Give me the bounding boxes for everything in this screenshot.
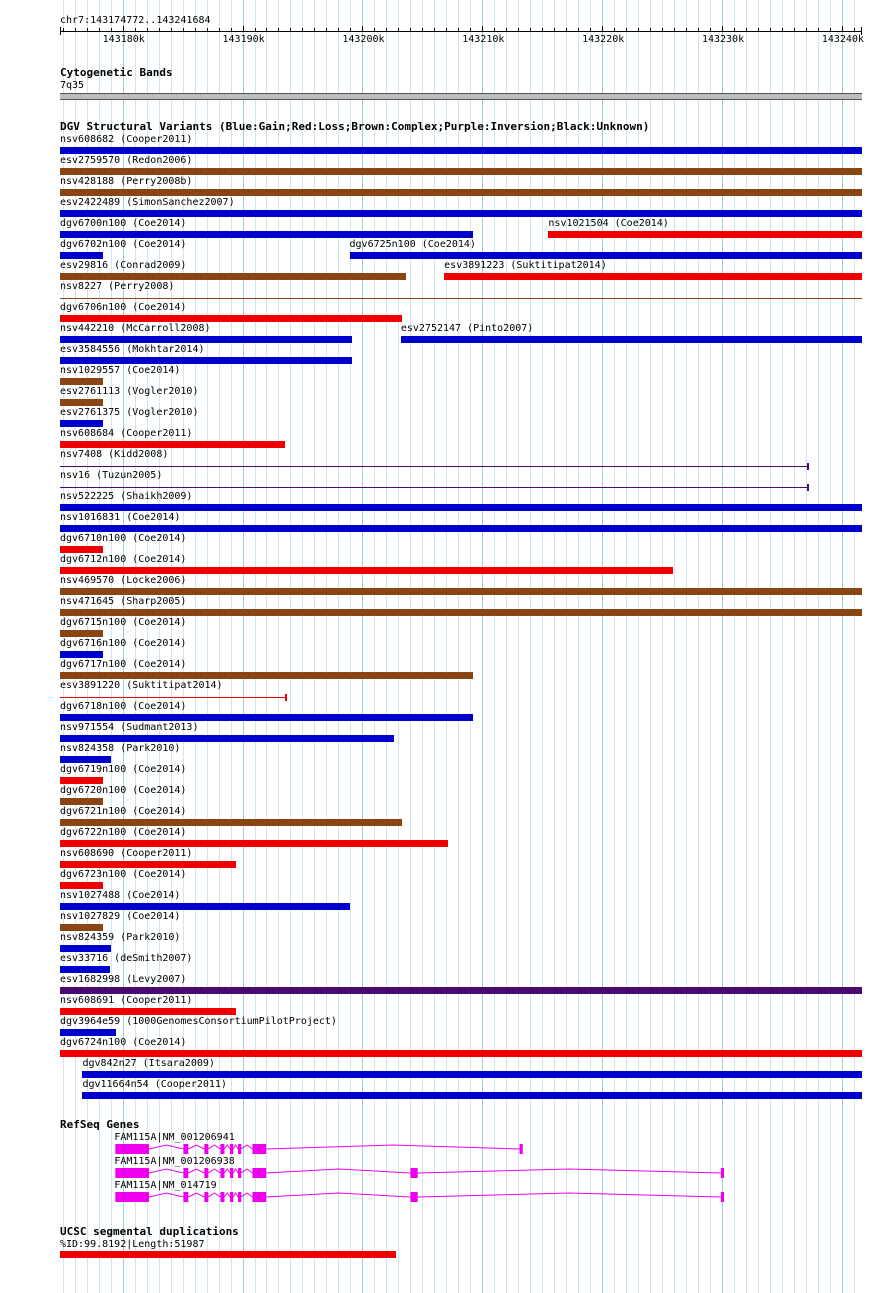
ruler-tick: [302, 28, 303, 32]
variant-bar[interactable]: [401, 336, 862, 343]
cytoband-track-title: Cytogenetic Bands: [60, 66, 173, 79]
ruler-tick: [626, 28, 627, 32]
variant-bar[interactable]: [60, 987, 862, 994]
variant-bar[interactable]: [60, 630, 103, 637]
gene-exon: [115, 1144, 149, 1154]
variant-bar[interactable]: [60, 903, 350, 910]
variant-bar[interactable]: [60, 777, 103, 784]
ruler-tick: [111, 28, 112, 32]
variant-label: nsv8227 (Perry2008): [60, 281, 175, 292]
ruler-tick: [494, 28, 495, 32]
ruler-tick: [782, 28, 783, 32]
variant-bar[interactable]: [60, 1050, 862, 1057]
variant-bar[interactable]: [60, 567, 673, 574]
ruler-tick: [398, 28, 399, 32]
gene-intron: [188, 1193, 204, 1197]
ruler-tick: [350, 28, 351, 32]
gene-intron: [208, 1193, 220, 1197]
variant-bar[interactable]: [60, 147, 862, 154]
gene-exon: [115, 1168, 149, 1178]
variant-line[interactable]: [60, 466, 808, 467]
variant-bar[interactable]: [60, 945, 111, 952]
variant-label: nsv608691 (Cooper2011): [60, 995, 193, 1006]
ruler-tick: [386, 28, 387, 32]
ruler-tick-label: 143240k: [821, 34, 864, 45]
ruler-tick: [590, 28, 591, 32]
variant-bar[interactable]: [60, 399, 103, 406]
variant-label: dgv6725n100 (Coe2014): [349, 239, 476, 250]
variant-label: nsv16 (Tuzun2005): [60, 470, 163, 481]
gene-intron: [224, 1193, 230, 1197]
gene-intron: [208, 1145, 220, 1149]
ruler-tick: [159, 28, 160, 32]
ruler-tick: [518, 28, 519, 32]
variant-label: nsv824359 (Park2010): [60, 932, 181, 943]
ruler-tick: [434, 28, 435, 32]
ruler-tick: [530, 28, 531, 32]
variant-bar[interactable]: [60, 819, 402, 826]
variant-label: dgv6724n100 (Coe2014): [60, 1037, 187, 1048]
variant-label: esv2759570 (Redon2006): [60, 155, 193, 166]
variant-bar[interactable]: [60, 861, 236, 868]
variant-bar[interactable]: [60, 882, 103, 889]
gene-exon: [410, 1192, 417, 1202]
variant-label: esv3891220 (Suktitipat2014): [60, 680, 223, 691]
ruler-tick: [314, 28, 315, 32]
ruler-tick: [686, 28, 687, 32]
ruler-tick: [255, 28, 256, 32]
gene-exon: [184, 1144, 189, 1154]
ruler-tick-label: 143180k: [102, 34, 145, 45]
gene-intron: [241, 1169, 252, 1173]
ruler-tick: [171, 28, 172, 32]
gene-intron: [266, 1169, 410, 1173]
ruler-tick: [243, 26, 244, 32]
gene-exon: [115, 1192, 149, 1202]
variant-label: nsv1027488 (Coe2014): [60, 890, 181, 901]
variant-label: dgv6722n100 (Coe2014): [60, 827, 187, 838]
gene-intron: [241, 1145, 252, 1149]
gene-intron: [233, 1193, 238, 1197]
variant-label: nsv1029557 (Coe2014): [60, 365, 181, 376]
gene-label: FAM115A|NM_001206938: [114, 1156, 235, 1167]
variant-bar[interactable]: [60, 840, 448, 847]
variant-bar[interactable]: [548, 231, 862, 238]
variant-bar[interactable]: [82, 1092, 862, 1099]
variant-label: dgv3964e59 (1000GenomesConsortiumPilotProject): [60, 1016, 337, 1027]
ruler-tick: [830, 28, 831, 32]
ruler-tick: [135, 28, 136, 32]
gene-intron: [233, 1145, 238, 1149]
ruler-tick: [458, 28, 459, 32]
gene-intron: [149, 1193, 183, 1197]
variant-end-tick: [807, 484, 809, 491]
variant-label: dgv6715n100 (Coe2014): [60, 617, 187, 628]
gene-intron: [188, 1169, 204, 1173]
gene-label: FAM115A|NM_014719: [114, 1180, 217, 1191]
ruler-tick: [278, 28, 279, 32]
ruler-tick: [219, 28, 220, 32]
variant-bar[interactable]: [60, 651, 103, 658]
ruler-tick: [554, 28, 555, 32]
variant-label: dgv6702n100 (Coe2014): [60, 239, 187, 250]
variant-label: dgv6712n100 (Coe2014): [60, 554, 187, 565]
ruler-tick: [758, 28, 759, 32]
variant-bar[interactable]: [60, 924, 103, 931]
ruler-tick: [566, 28, 567, 32]
variant-bar[interactable]: [60, 357, 352, 364]
segdup-label: %ID:99.8192|Length:51987: [60, 1239, 205, 1250]
ruler-tick-label: 143220k: [582, 34, 625, 45]
ruler-tick-label: 143190k: [222, 34, 265, 45]
variant-bar[interactable]: [60, 1029, 116, 1036]
ruler-tick: [147, 28, 148, 32]
variant-label: nsv608684 (Cooper2011): [60, 428, 193, 439]
gene-exon: [230, 1144, 233, 1154]
gene-intron: [224, 1169, 230, 1173]
ruler-tick: [75, 28, 76, 32]
variant-label: dgv6717n100 (Coe2014): [60, 659, 187, 670]
ruler-tick: [231, 28, 232, 32]
variant-label: esv3891223 (Suktitipat2014): [444, 260, 607, 271]
ruler-axis: [60, 31, 862, 32]
ruler-start-tick: [60, 27, 61, 35]
variant-label: dgv6721n100 (Coe2014): [60, 806, 187, 817]
cytoband-label: 7q35: [60, 80, 85, 91]
variant-bar[interactable]: [60, 231, 473, 238]
gene-intron: [188, 1145, 204, 1149]
ruler-tick: [326, 28, 327, 32]
gene-exon: [220, 1144, 224, 1154]
gene-exon: [204, 1192, 208, 1202]
gene-intron: [241, 1193, 252, 1197]
gene-exon: [230, 1192, 233, 1202]
variant-label: nsv442210 (McCarroll2008): [60, 323, 211, 334]
gene-label: FAM115A|NM_001206941: [114, 1132, 235, 1143]
ruler-tick: [710, 28, 711, 32]
segdup-track-title: UCSC segmental duplications: [60, 1225, 239, 1238]
variant-label: dgv6710n100 (Coe2014): [60, 533, 187, 544]
ruler-tick: [470, 28, 471, 32]
gene-exon: [238, 1168, 241, 1178]
gene-exon: [230, 1168, 233, 1178]
variant-label: esv3584556 (Mokhtar2014): [60, 344, 205, 355]
variant-bar[interactable]: [60, 273, 406, 280]
variant-label: esv2761113 (Vogler2010): [60, 386, 199, 397]
variant-bar[interactable]: [60, 672, 473, 679]
ruler-tick: [482, 26, 483, 32]
variant-label: dgv6720n100 (Coe2014): [60, 785, 187, 796]
variant-bar[interactable]: [60, 546, 103, 553]
gene-intron: [233, 1169, 238, 1173]
variant-bar[interactable]: [444, 273, 862, 280]
ruler-tick: [207, 28, 208, 32]
gene-intron: [224, 1145, 230, 1149]
variant-label: dgv6706n100 (Coe2014): [60, 302, 187, 313]
variant-bar[interactable]: [60, 588, 862, 595]
variant-end-tick: [807, 463, 809, 470]
variant-bar[interactable]: [60, 210, 862, 217]
refseq-track-title: RefSeq Genes: [60, 1118, 140, 1131]
gene-exon: [252, 1144, 266, 1154]
ruler-tick: [195, 28, 196, 32]
variant-label: dgv6723n100 (Coe2014): [60, 869, 187, 880]
variant-bar[interactable]: [60, 189, 862, 196]
gene-exon: [721, 1168, 724, 1178]
ruler-tick: [290, 28, 291, 32]
gene-exon: [184, 1168, 189, 1178]
variant-label: dgv6700n100 (Coe2014): [60, 218, 187, 229]
ruler-tick: [746, 28, 747, 32]
ruler-tick: [806, 28, 807, 32]
ruler-tick: [650, 28, 651, 32]
ruler-tick: [662, 28, 663, 32]
variant-label: dgv6718n100 (Coe2014): [60, 701, 187, 712]
ruler-tick: [818, 28, 819, 32]
gene-intron: [149, 1169, 183, 1173]
gene-intron: [208, 1169, 220, 1173]
variant-label: nsv7408 (Kidd2008): [60, 449, 169, 460]
cytoband-bar[interactable]: [60, 93, 862, 100]
variant-label: nsv824358 (Park2010): [60, 743, 181, 754]
variant-bar[interactable]: [60, 714, 473, 721]
variant-label: dgv6719n100 (Coe2014): [60, 764, 187, 775]
variant-label: nsv1016831 (Coe2014): [60, 512, 181, 523]
variant-label: nsv971554 (Sudmant2013): [60, 722, 199, 733]
variant-label: esv2422489 (SimonSanchez2007): [60, 197, 235, 208]
gene-intron: [418, 1169, 721, 1173]
ruler-tick-label: 143200k: [342, 34, 385, 45]
segdup-bar[interactable]: [60, 1251, 396, 1258]
ruler-tick: [734, 28, 735, 32]
ruler-tick: [794, 28, 795, 32]
variant-label: esv33716 (deSmith2007): [60, 953, 193, 964]
gene-exon: [252, 1192, 266, 1202]
gene-exon: [252, 1168, 266, 1178]
ruler-tick: [99, 28, 100, 32]
gene-model[interactable]: [0, 1187, 890, 1207]
ruler-tick: [338, 28, 339, 32]
variant-label: nsv608682 (Cooper2011): [60, 134, 193, 145]
variant-bar[interactable]: [60, 315, 402, 322]
ruler-tick: [422, 28, 423, 32]
ruler-tick: [602, 26, 603, 32]
variant-label: dgv11664n54 (Cooper2011): [82, 1079, 227, 1090]
variant-bar[interactable]: [60, 168, 862, 175]
ruler-tick: [446, 28, 447, 32]
variant-bar[interactable]: [60, 441, 285, 448]
ruler-tick-label: 143230k: [701, 34, 745, 45]
ruler-tick: [266, 28, 267, 32]
ruler-tick-label: 143210k: [462, 34, 505, 45]
ruler-tick: [674, 28, 675, 32]
ruler-tick: [183, 28, 184, 32]
gene-exon: [721, 1192, 724, 1202]
variant-line[interactable]: [60, 298, 862, 299]
gene-intron: [266, 1193, 410, 1197]
ruler-tick: [770, 28, 771, 32]
ruler-tick: [63, 28, 64, 32]
ruler-tick: [506, 28, 507, 32]
ruler-tick: [698, 28, 699, 32]
variant-label: esv29816 (Conrad2009): [60, 260, 187, 271]
variant-label: esv2752147 (Pinto2007): [400, 323, 534, 334]
gene-exon: [520, 1144, 523, 1154]
variant-bar[interactable]: [60, 525, 862, 532]
ruler-tick: [614, 28, 615, 32]
variant-label: dgv6716n100 (Coe2014): [60, 638, 187, 649]
variant-label: nsv608690 (Cooper2011): [60, 848, 193, 859]
ruler-tick: [542, 28, 543, 32]
variant-bar[interactable]: [60, 756, 111, 763]
variant-label: dgv842n27 (Itsara2009): [82, 1058, 215, 1069]
variant-line[interactable]: [60, 697, 286, 698]
ruler-tick: [638, 28, 639, 32]
gene-exon: [220, 1192, 224, 1202]
variant-label: nsv522225 (Shaikh2009): [60, 491, 193, 502]
variant-label: nsv469570 (Locke2006): [60, 575, 187, 586]
variant-label: nsv471645 (Sharp2005): [60, 596, 187, 607]
variant-line[interactable]: [60, 487, 808, 488]
variant-bar[interactable]: [60, 1008, 236, 1015]
ruler-tick: [374, 28, 375, 32]
variant-bar[interactable]: [60, 798, 103, 805]
ruler-tick: [87, 28, 88, 32]
variant-label: esv1682998 (Levy2007): [60, 974, 187, 985]
gene-exon: [220, 1168, 224, 1178]
variant-bar[interactable]: [60, 504, 862, 511]
gene-intron: [418, 1193, 721, 1197]
ruler-tick: [854, 28, 855, 32]
variant-label: nsv1021504 (Coe2014): [548, 218, 669, 229]
variant-label: nsv428188 (Perry2008b): [60, 176, 193, 187]
variant-bar[interactable]: [350, 252, 862, 259]
gene-exon: [238, 1192, 241, 1202]
variant-bar[interactable]: [60, 378, 103, 385]
ruler-tick: [722, 26, 723, 32]
ruler-tick: [410, 28, 411, 32]
variant-bar[interactable]: [60, 735, 394, 742]
ruler-tick: [123, 26, 124, 32]
gene-intron: [266, 1145, 519, 1149]
ruler-tick: [362, 26, 363, 32]
variant-end-tick: [285, 694, 287, 701]
variant-bar[interactable]: [60, 966, 110, 973]
gene-exon: [204, 1168, 208, 1178]
ruler-tick: [578, 28, 579, 32]
gene-exon: [204, 1144, 208, 1154]
gene-exon: [238, 1144, 241, 1154]
dgv-track-title: DGV Structural Variants (Blue:Gain;Red:Loss;Brown:Complex;Purple:Inversion;Black:Unknown): [60, 120, 650, 133]
gene-intron: [149, 1145, 183, 1149]
variant-bar[interactable]: [60, 336, 352, 343]
location-label: chr7:143174772..143241684: [60, 15, 211, 26]
variant-label: nsv1027829 (Coe2014): [60, 911, 181, 922]
gene-exon: [184, 1192, 189, 1202]
variant-bar[interactable]: [60, 252, 103, 259]
variant-bar[interactable]: [82, 1071, 862, 1078]
variant-bar[interactable]: [60, 420, 103, 427]
ruler-tick: [842, 26, 843, 32]
gene-exon: [410, 1168, 417, 1178]
variant-label: esv2761375 (Vogler2010): [60, 407, 199, 418]
variant-bar[interactable]: [60, 609, 862, 616]
